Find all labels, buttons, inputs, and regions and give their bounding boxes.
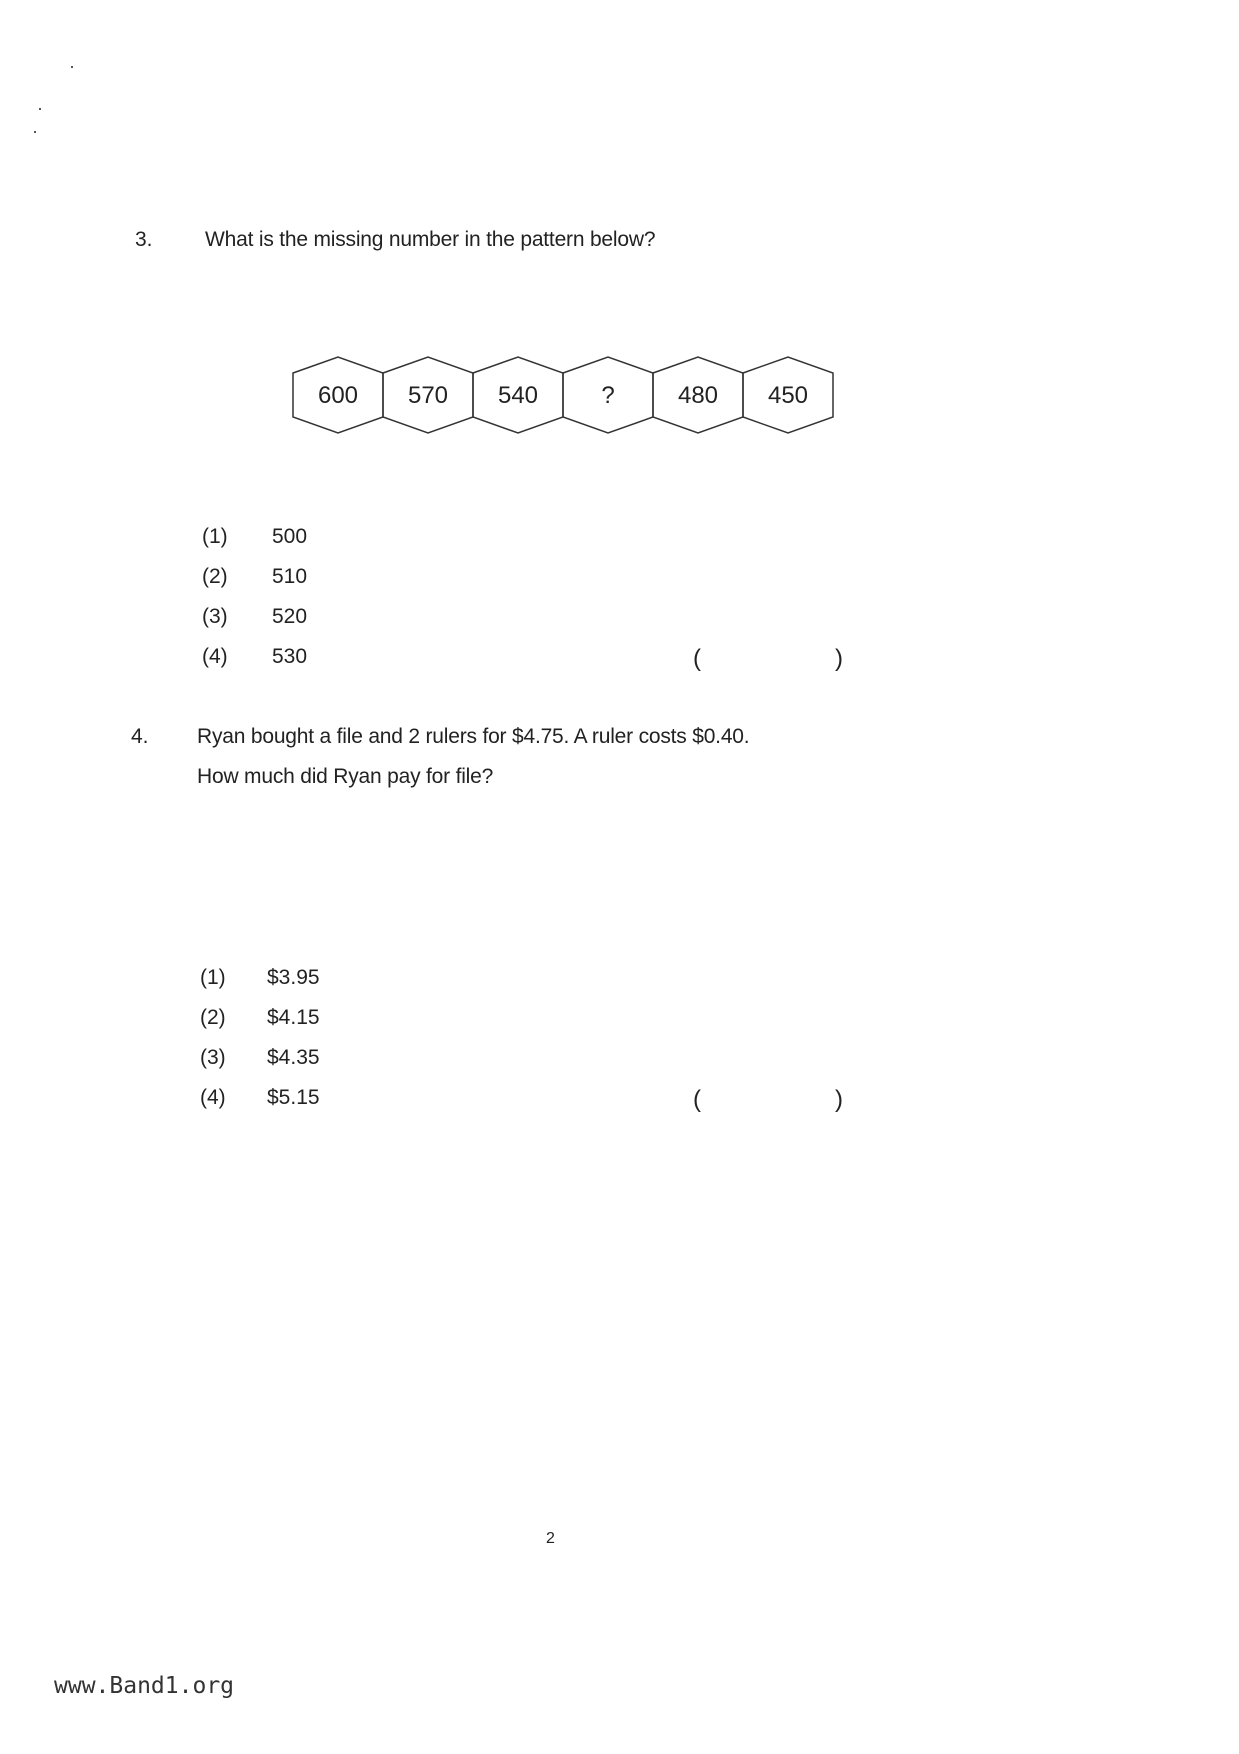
scan-speck [34,131,36,133]
option-label: (2) [202,565,228,588]
number-pattern-hexagons [288,350,848,440]
answer-bracket-open: ( [693,1086,701,1113]
answer-bracket-close: ) [835,1086,843,1113]
pattern-number: 450 [767,382,809,409]
question-4-line-2: How much did Ryan pay for file? [197,765,494,788]
scan-speck [39,108,41,110]
option-label: (3) [202,605,228,628]
option-value: $4.15 [267,1006,320,1029]
footer-url: www.Band1.org [54,1673,235,1699]
page-number: 2 [546,1530,555,1547]
option-label: (4) [202,645,228,668]
option-label: (4) [200,1086,226,1109]
answer-bracket-open: ( [693,645,701,672]
pattern-number: 540 [497,382,539,409]
option-label: (3) [200,1046,226,1069]
question-3-text: What is the missing number in the pattern below? [205,228,656,251]
option-value: $3.95 [267,966,320,989]
scan-speck [71,66,73,68]
pattern-number: 600 [317,382,359,409]
option-value: 510 [272,565,308,588]
question-3-number: 3. [135,228,153,251]
option-label: (2) [200,1006,226,1029]
question-4-number: 4. [131,725,149,748]
pattern-number: ? [601,382,615,409]
option-value: $4.35 [267,1046,320,1069]
pattern-number: 570 [407,382,449,409]
answer-bracket-close: ) [835,645,843,672]
option-value: 530 [272,645,308,668]
option-value: $5.15 [267,1086,320,1109]
option-value: 500 [272,525,308,548]
option-label: (1) [200,966,226,989]
question-4-line-1: Ryan bought a file and 2 rulers for $4.75. A ruler costs $0.40. [197,725,750,748]
pattern-number: 480 [677,382,719,409]
option-value: 520 [272,605,308,628]
option-label: (1) [202,525,228,548]
